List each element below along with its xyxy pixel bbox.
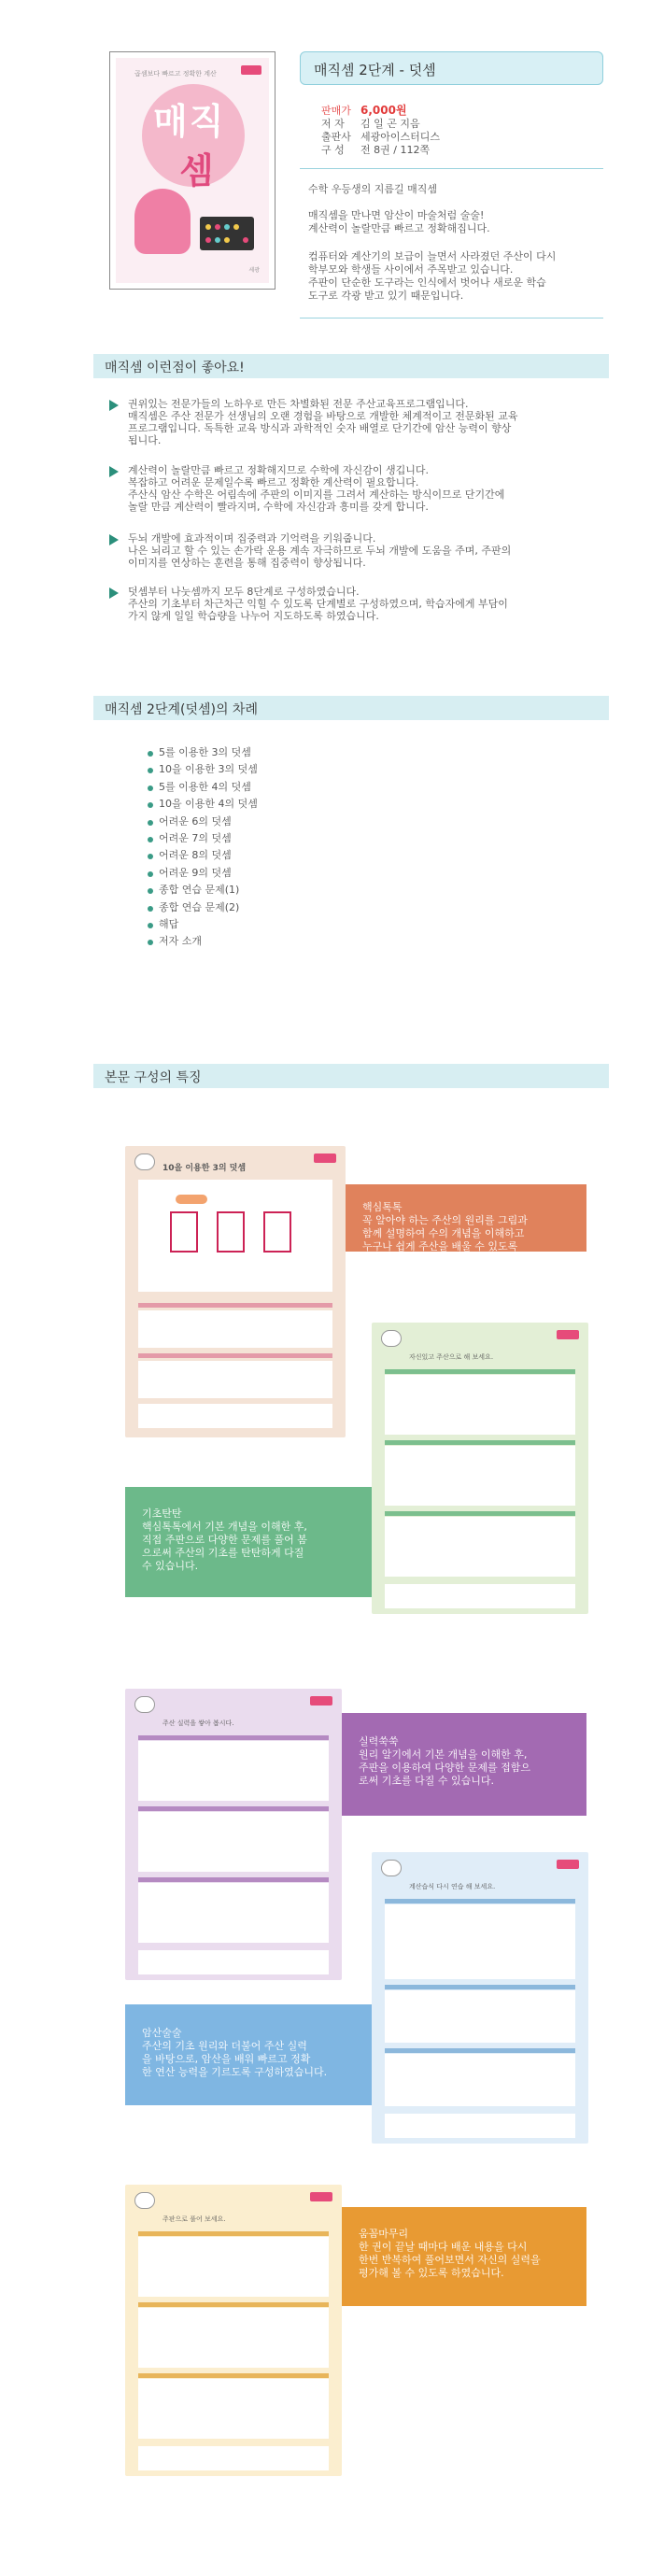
toc-item: 10을 이용한 4의 덧셈: [148, 796, 258, 813]
why-line: 이미지를 연상하는 훈련을 통해 집중력이 향상됩니다.: [128, 557, 366, 569]
character-icon: [381, 1860, 402, 1876]
cover-title-2: 셈: [179, 150, 214, 191]
character-icon: [381, 1330, 402, 1347]
sample-page-4: [372, 1852, 588, 2144]
cover-title-1: 매직: [153, 101, 226, 142]
character-icon: [134, 1696, 155, 1713]
feature-note-2: [125, 1487, 372, 1597]
author-value: 김 일 곤 지음: [360, 118, 420, 130]
author-label: 저 자: [321, 118, 345, 130]
book-cover: [109, 51, 275, 290]
price-label: 판매가: [321, 105, 351, 117]
why-line: 복잡하고 어려운 문제일수록 빠르고 정확한 계산력이 필요합니다.: [128, 476, 419, 488]
book-title: 매직셈 2단계 - 덧셈: [300, 51, 603, 85]
sample-page-2: [372, 1323, 588, 1614]
section-header-toc: 매직셈 2단계(덧셈)의 차례: [93, 696, 609, 720]
sample-heading: 10을 이용한 3의 덧셈: [162, 1164, 247, 1173]
publisher-logo-icon: [314, 1154, 336, 1163]
why-line: 덧셈부터 나눗셈까지 모두 8단계로 구성하였습니다.: [128, 586, 360, 598]
sample-page-5: [125, 2185, 342, 2476]
feature-line: 한 연산 능력을 기르도록 구성하였습니다.: [142, 2066, 328, 2078]
toc-item: 종합 연습 문제(2): [148, 899, 258, 916]
feature-line: 직접 주판으로 다양한 문제를 풀어 봄: [142, 1534, 307, 1546]
feature-note-5: [342, 2207, 586, 2306]
abacus-icon: [200, 217, 254, 250]
publisher-logo-icon: [241, 65, 261, 75]
publisher-logo-icon: [557, 1330, 579, 1339]
feature-line: 으로써 주산의 기초를 탄탄하게 다질: [142, 1547, 304, 1559]
toc-item: 어려운 9의 덧셈: [148, 865, 258, 882]
desc-line: 컴퓨터와 계산기의 보급이 늘면서 사라졌던 주산이 다시: [308, 250, 557, 262]
toc-item: 해답: [148, 916, 258, 933]
section-header-why: 매직셈 이런점이 좋아요!: [93, 354, 609, 378]
cover-publisher: 세광: [248, 267, 260, 274]
why-item: [109, 398, 600, 446]
why-line: 가지 않게 일일 학습량을 나누어 지도하도록 하였습니다.: [128, 610, 379, 622]
book-info: [321, 104, 440, 157]
feature-line: 수 있습니다.: [142, 1560, 199, 1572]
feature-line: 함께 설명하여 수의 개념을 이해하고: [362, 1227, 525, 1239]
feature-line: 누구나 쉽게 주산을 배울 수 있도록: [362, 1240, 518, 1253]
book-desc-3: [308, 250, 598, 303]
feature-title: 움꼼마무리: [359, 2228, 409, 2240]
character-icon: [134, 2192, 155, 2209]
toc-item: 10을 이용한 3의 덧셈: [148, 761, 258, 778]
sample-heading: 주산 실력을 쌓아 봅시다.: [162, 1720, 234, 1727]
toc-item: 어려운 6의 덧셈: [148, 814, 258, 830]
why-line: 놀랄 만큼 계산력이 빨라지며, 수학에 자신감과 흥미를 갖게 합니다.: [128, 501, 429, 513]
sample-page-3: [125, 1689, 342, 1980]
why-line: 계산력이 놀랄만큼 빠르고 정확해지므로 수학에 자신감이 생깁니다.: [128, 464, 430, 476]
cover-tagline: 곱셈보다 빠르고 정확한 계산: [134, 70, 217, 78]
arrow-icon: [109, 400, 119, 411]
publisher-logo-icon: [310, 2192, 332, 2201]
feature-note-1: [346, 1184, 586, 1266]
feature-line: 원리 알기에서 기본 개념을 이해한 후,: [359, 1748, 528, 1761]
why-line: 두뇌 개발에 효과적이며 집중력과 기억력을 키워줍니다.: [128, 532, 376, 545]
toc-list: [148, 744, 258, 951]
desc-line: 도구로 각광 받고 있기 때문입니다.: [308, 290, 464, 302]
why-line: 권위있는 전문가들의 노하우로 만든 차별화된 전문 주산교육프로그램입니다.: [128, 398, 469, 410]
sample-heading: 주판으로 풀어 보세요.: [162, 2215, 226, 2223]
feature-title: 핵심톡톡: [362, 1201, 403, 1213]
sample-heading: 자신있고 주산으로 해 보세요.: [409, 1353, 494, 1361]
why-line: 나은 뇌리고 할 수 있는 손가락 운용 계속 자극하므로 두뇌 개발에 도움을 주며, 주판의: [128, 545, 512, 557]
publisher-label: 출판사: [321, 131, 351, 143]
feature-title: 암산술술: [142, 2027, 182, 2039]
divider: [300, 168, 603, 169]
feature-line: 로써 기초를 다질 수 있습니다.: [359, 1775, 494, 1787]
character-icon: [134, 1154, 155, 1170]
why-line: 주산식 암산 수학은 어림속에 주판의 이미지를 그려서 계산하는 방식이므로 단기간에: [128, 488, 505, 501]
feature-line: 한번 반복하여 풀어보면서 자신의 실력을: [359, 2254, 541, 2266]
price-value: 6,000원: [360, 104, 407, 117]
sample-heading: 계산습식 다시 연습 해 보세요.: [409, 1883, 496, 1890]
arrow-icon: [109, 534, 119, 545]
feature-line: 주판을 이용하여 다양한 문제를 접함으: [359, 1762, 531, 1774]
arrow-icon: [109, 587, 119, 599]
why-item: [109, 464, 600, 513]
why-item: [109, 532, 600, 569]
feature-line: 한 권이 끝날 때마다 배운 내용을 다시: [359, 2241, 528, 2253]
book-desc-2: [308, 209, 598, 235]
feature-line: 을 바탕으로, 암산을 배워 빠르고 정확: [142, 2053, 311, 2065]
desc-line: 매직셈을 만나면 암산이 마술처럼 술술!: [308, 209, 485, 221]
toc-item: 어려운 7의 덧셈: [148, 830, 258, 847]
book-desc-1: 수학 우등생의 지름길 매직셈: [308, 183, 438, 195]
toc-item: 5를 이용한 3의 덧셈: [148, 744, 258, 761]
sample-page-1: [125, 1146, 346, 1437]
composition-value: 전 8권 / 112쪽: [360, 144, 431, 156]
toc-item: 5를 이용한 4의 덧셈: [148, 779, 258, 796]
feature-line: 하였습니다.: [362, 1253, 416, 1266]
feature-line: 평가해 볼 수 있도록 하였습니다.: [359, 2267, 504, 2279]
poodle-illustration-icon: [134, 189, 191, 254]
publisher-logo-icon: [310, 1696, 332, 1706]
section-header-features: 본문 구성의 특징: [93, 1064, 609, 1088]
feature-note-3: [342, 1713, 586, 1816]
feature-line: 핵심톡톡에서 기본 개념을 이해한 후,: [142, 1521, 307, 1533]
feature-title: 기초탄탄: [142, 1507, 182, 1520]
feature-note-4: [125, 2004, 372, 2105]
why-line: 매직셈은 주산 전문가 선생님의 오랜 경험을 바탕으로 개발한 체계적이고 전문화된 교육: [128, 410, 518, 422]
desc-line: 주판이 단순한 도구라는 인식에서 벗어나 새로운 학습: [308, 276, 546, 289]
desc-line: 학부모와 학생들 사이에서 주목받고 있습니다.: [308, 263, 514, 276]
arrow-icon: [109, 466, 119, 477]
feature-line: 주산의 기초 원리와 더불어 주산 실력: [142, 2040, 307, 2052]
toc-item: 저자 소개: [148, 933, 258, 950]
why-line: 주산의 기초부터 차근차근 익힐 수 있도록 단계별로 구성하였으며, 학습자에게 부담이: [128, 598, 508, 610]
toc-item: 어려운 8의 덧셈: [148, 847, 258, 864]
publisher-logo-icon: [557, 1860, 579, 1869]
publisher-value: 세광아이스터디스: [360, 131, 441, 143]
feature-line: 꼭 알아야 하는 주산의 원리를 그림과: [362, 1214, 528, 1226]
composition-label: 구 성: [321, 144, 345, 156]
why-item: [109, 586, 600, 622]
why-line: 프로그램입니다. 독특한 교육 방식과 과학적인 숫자 배열로 단기간에 암산 능력이 향상: [128, 422, 512, 434]
abacus-illustration: [138, 1180, 332, 1292]
toc-item: 종합 연습 문제(1): [148, 882, 258, 899]
feature-title: 실력쑥쑥: [359, 1735, 399, 1748]
desc-line: 계산력이 놀랄만큼 빠르고 정확해집니다.: [308, 222, 490, 234]
why-line: 됩니다.: [128, 434, 162, 446]
